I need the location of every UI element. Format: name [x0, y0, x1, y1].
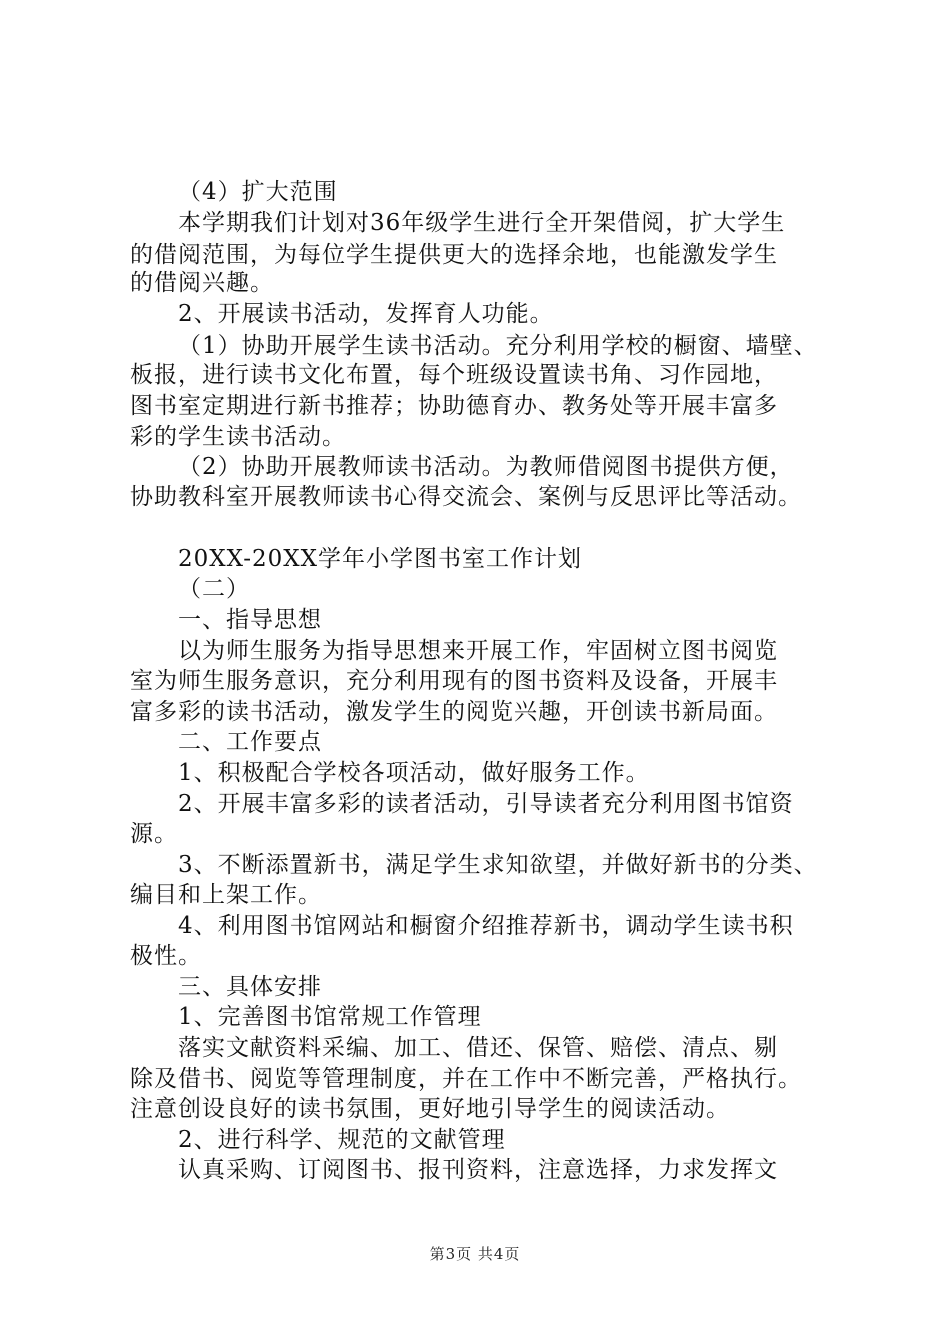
section-subtitle: （二）	[178, 576, 250, 602]
text-line: 本学期我们计划对36年级学生进行全开架借阅，扩大学生	[178, 210, 786, 236]
page-footer: 第3页 共4页	[429, 1245, 521, 1263]
text-line: 室为师生服务意识，充分利用现有的图书资料及设备，开展丰	[130, 668, 778, 694]
text-line: 彩的学生读书活动。	[130, 424, 346, 450]
text-line: 2、开展丰富多彩的读者活动，引导读者充分利用图书馆资	[178, 791, 794, 817]
text-line: 1、积极配合学校各项活动，做好服务工作。	[178, 760, 650, 786]
text-line: 极性。	[130, 943, 202, 969]
text-line: （2）协助开展教师读书活动。为教师借阅图书提供方便，	[178, 454, 794, 480]
text-line: 2、开展读书活动，发挥育人功能。	[178, 301, 554, 327]
subheading: 2、进行科学、规范的文献管理	[178, 1127, 506, 1153]
text-line: 源。	[130, 821, 178, 847]
text-line: 的借阅范围，为每位学生提供更大的选择余地，也能激发学生	[130, 242, 778, 268]
heading: 三、具体安排	[178, 974, 322, 1000]
text-line: （1）协助开展学生读书活动。充分利用学校的橱窗、墙壁、	[178, 333, 818, 359]
text-line: 板报，进行读书文化布置，每个班级设置读书角、习作园地，	[130, 362, 778, 388]
text-line: 认真采购、订阅图书、报刊资料，注意选择，力求发挥文	[178, 1157, 778, 1183]
text-line: 除及借书、阅览等管理制度，并在工作中不断完善，严格执行。	[130, 1066, 802, 1092]
heading: 一、指导思想	[178, 607, 322, 633]
text-line: 注意创设良好的读书氛围，更好地引导学生的阅读活动。	[130, 1096, 730, 1122]
text-line: 落实文献资料采编、加工、借还、保管、赔偿、清点、剔	[178, 1035, 778, 1061]
text-line: （4）扩大范围	[178, 179, 338, 205]
text-line: 图书室定期进行新书推荐；协助德育办、教务处等开展丰富多	[130, 393, 778, 419]
text-line: 4、利用图书馆网站和橱窗介绍推荐新书，调动学生读书积	[178, 913, 794, 939]
subheading: 1、完善图书馆常规工作管理	[178, 1004, 482, 1030]
heading: 二、工作要点	[178, 729, 322, 755]
text-line: 编目和上架工作。	[130, 882, 322, 908]
text-line: 的借阅兴趣。	[130, 270, 274, 296]
text-line: 以为师生服务为指导思想来开展工作，牢固树立图书阅览	[178, 638, 778, 664]
text-line: 富多彩的读书活动，激发学生的阅览兴趣，开创读书新局面。	[130, 699, 778, 725]
section-title: 20XX-20XX学年小学图书室工作计划	[178, 546, 582, 572]
text-line: 3、不断添置新书，满足学生求知欲望，并做好新书的分类、	[178, 852, 818, 878]
text-line: 协助教科室开展教师读书心得交流会、案例与反思评比等活动。	[130, 484, 802, 510]
